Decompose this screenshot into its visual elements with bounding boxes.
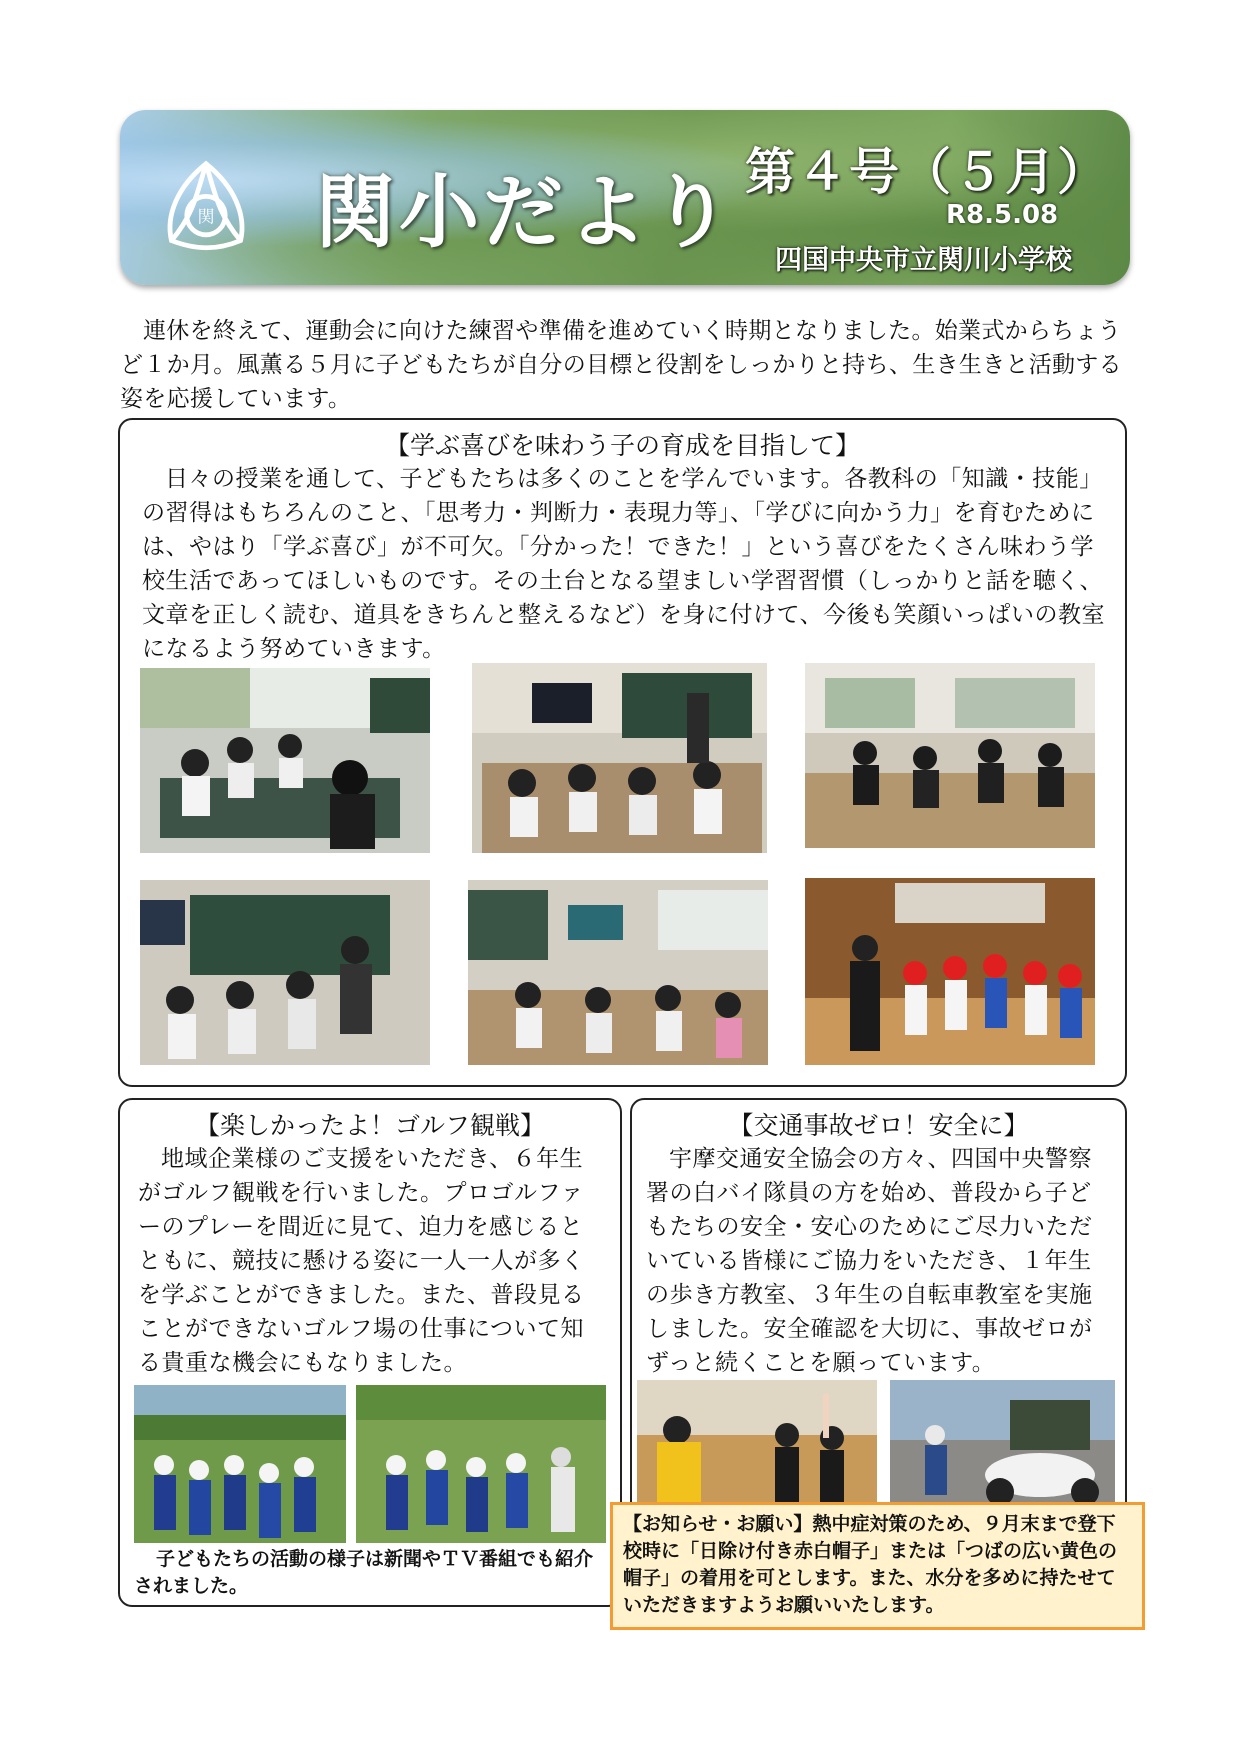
- learning-section-title: 【学ぶ喜びを味わう子の育成を目指して】: [384, 431, 860, 460]
- photo-classroom-group-work: [140, 668, 430, 853]
- photo-classroom-presentation: [468, 880, 768, 1065]
- traffic-section-text: 宇摩交通安全協会の方々、四国中央警察署の白バイ隊員の方を始め、普段から子どもたちの安全・安心のためにご尽力いただいている皆様にご協力をいただき、１年生の歩き方教室、３年生の自転車教室を実施しました。安全確認を大切に、事故ゼロがずっと続くことを願っています。: [646, 1146, 1093, 1376]
- heatstroke-notice: [610, 1502, 1145, 1630]
- photo-golf-course-group: [356, 1385, 606, 1543]
- newsletter-title: 関小だより: [315, 166, 735, 259]
- notice-text: 熱中症対策のため、９月末まで登下校時に「日除け付き赤白帽子」または「つばの広い黄色の帽子」の着用を可とします。また、水分を多めに持たせていただきますようお願いいたします。: [623, 1513, 1118, 1616]
- notice-label: 【お知らせ・お願い】: [623, 1513, 813, 1535]
- intro-paragraph: 連休を終えて、運動会に向けた練習や準備を進めていく時期となりました。始業式からちょうど１か月。風薫る５月に子どもたちが自分の目標と役割をしっかりと持ち、生き生きと活動する姿を応援しています。: [120, 318, 1122, 412]
- photo-walking-class: [637, 1380, 877, 1510]
- issue-date: R8.5.08: [946, 200, 1059, 230]
- photo-classroom-lesson-monitor: [472, 663, 767, 853]
- traffic-section-title: 【交通事故ゼロ！安全に】: [728, 1111, 1029, 1140]
- issue-number: 第４号（５月）: [745, 143, 1109, 201]
- golf-section-title: 【楽しかったよ！ゴルフ観戦】: [194, 1111, 545, 1140]
- photo-classroom-visitors: [805, 663, 1095, 848]
- svg-text:関: 関: [197, 207, 215, 228]
- golf-caption: 子どもたちの活動の様子は新聞やＴＶ番組でも紹介されました。: [134, 1548, 594, 1597]
- photo-golf-spectators: [134, 1385, 346, 1543]
- photo-police-motorcycle: [890, 1380, 1115, 1510]
- school-emblem-icon: [158, 158, 254, 254]
- header-banner: [120, 110, 1130, 285]
- school-name: 四国中央市立関川小学校: [775, 245, 1072, 276]
- photo-classroom-blackboard: [140, 880, 430, 1065]
- learning-section-text: 日々の授業を通して、子どもたちは多くのことを学んでいます。各教科の「知識・技能」の習得はもちろんのこと、「思考力・判断力・表現力等」、「学びに向かう力」を育むためには、やはり「学ぶ喜び」が不可欠。「分かった！できた！」という喜びをたくさん味わう学校生活であってほしいものです。その土台となる望ましい学習習慣（しっかりと話を聴く、文章を正しく読む、道具をきちんと整えるなど）を身に付けて、今後も笑顔いっぱいの教室になるよう努めていきます。: [142, 466, 1106, 662]
- golf-section-text: 地域企業様のご支援をいただき、６年生がゴルフ観戦を行いました。プロゴルファーのプレーを間近に見て、迫力を感じるとともに、競技に懸ける姿に一人一人が多くを学ぶことができました。また、普段見ることができないゴルフ場の仕事について知る貴重な機会にもなりました。: [138, 1146, 585, 1376]
- photo-gym-red-caps: [805, 878, 1095, 1065]
